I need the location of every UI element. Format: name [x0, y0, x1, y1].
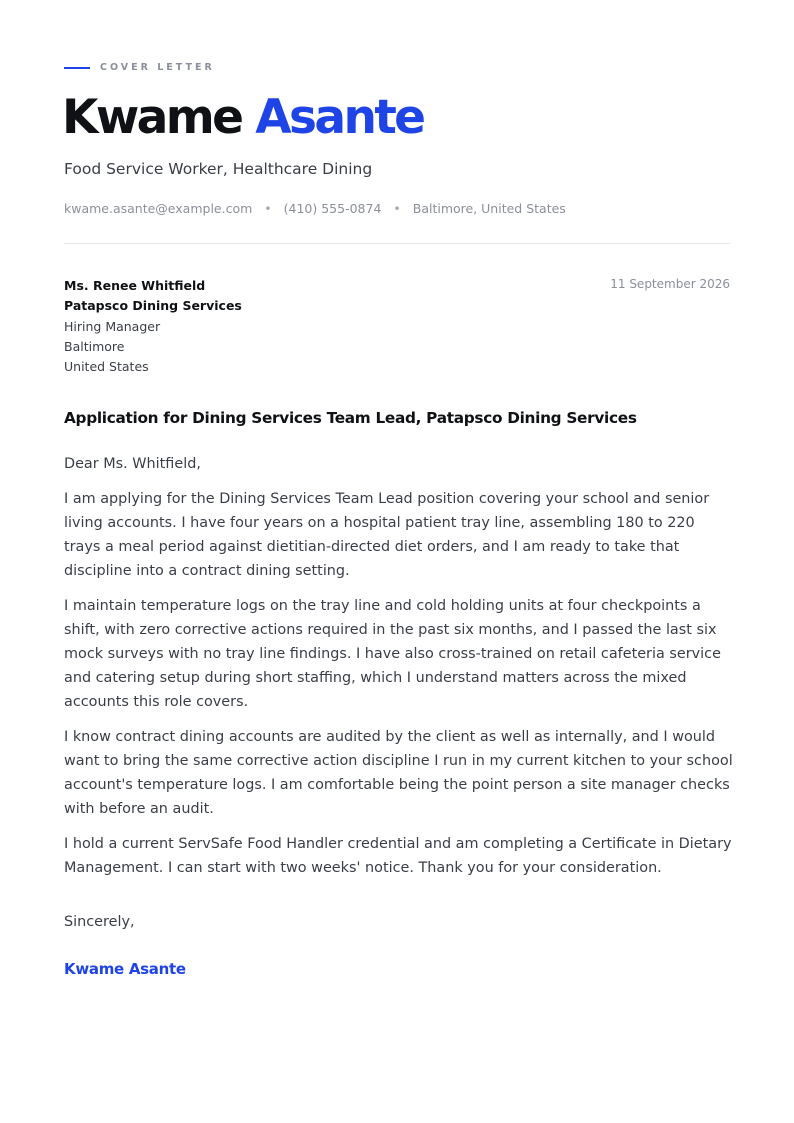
- contact-phone[interactable]: (410) 555-0874: [283, 201, 382, 216]
- salutation: Dear Ms. Whitfield,: [64, 456, 201, 472]
- recipient-city: Baltimore: [64, 338, 125, 354]
- recipient-country: United States: [64, 359, 149, 375]
- letter-subject: Application for Dining Services Team Lead, Patapsco Dining Services: [64, 409, 637, 427]
- contact-separator: •: [393, 201, 401, 216]
- header-divider: [64, 243, 730, 244]
- recipient-name: Ms. Renee Whitfield: [64, 278, 206, 293]
- recipient-title: Hiring Manager: [64, 318, 161, 334]
- applicant-name: [62, 88, 423, 148]
- contact-line: [64, 201, 566, 216]
- letter-date: 11 September 2026: [610, 277, 730, 291]
- contact-location: Baltimore, United States: [412, 201, 566, 216]
- applicant-role: Food Service Worker, Healthcare Dining: [64, 160, 373, 178]
- body-paragraph: I am applying for the Dining Services Team Lead position covering your school and senior living accounts. I have four years on a hospital patient tray line, assembling 180 to 220 trays a meal period against dietitian-directed diet orders, and I am ready to take that discipline into a contract dining setting.: [64, 491, 710, 579]
- last-name: Asante: [255, 90, 424, 145]
- accent-rule: [64, 67, 90, 69]
- contact-email[interactable]: kwame.asante@example.com: [64, 201, 253, 216]
- recipient-company: Patapsco Dining Services: [64, 298, 242, 314]
- body-paragraph: I maintain temperature logs on the tray line and cold holding units at four checkpoints a shift, with zero corrective actions required in the past six months, and I passed the last six mock surveys with no tray line findings. I have also cross-trained on retail cafeteria service and catering setup during short staffing, which I understand matters across the mixed accounts this role covers.: [64, 598, 721, 710]
- recipient-block: [64, 276, 242, 377]
- body-paragraph: I hold a current ServSafe Food Handler credential and am completing a Certificate in Dietary Management. I can start with two weeks' notice. Thank you for your consideration.: [64, 836, 732, 876]
- signature: Kwame Asante: [64, 960, 186, 978]
- eyebrow: [64, 62, 215, 73]
- first-name: Kwame: [62, 90, 242, 145]
- eyebrow-label: COVER LETTER: [100, 62, 215, 73]
- body-paragraph: I know contract dining accounts are audited by the client as well as internally, and I would want to bring the same corrective action discipline I run in my current kitchen to your school account's temperature logs. I am comfortable being the point person a site manager checks with before an audit.: [64, 729, 733, 817]
- contact-separator: •: [264, 201, 272, 216]
- closing: Sincerely,: [64, 914, 135, 930]
